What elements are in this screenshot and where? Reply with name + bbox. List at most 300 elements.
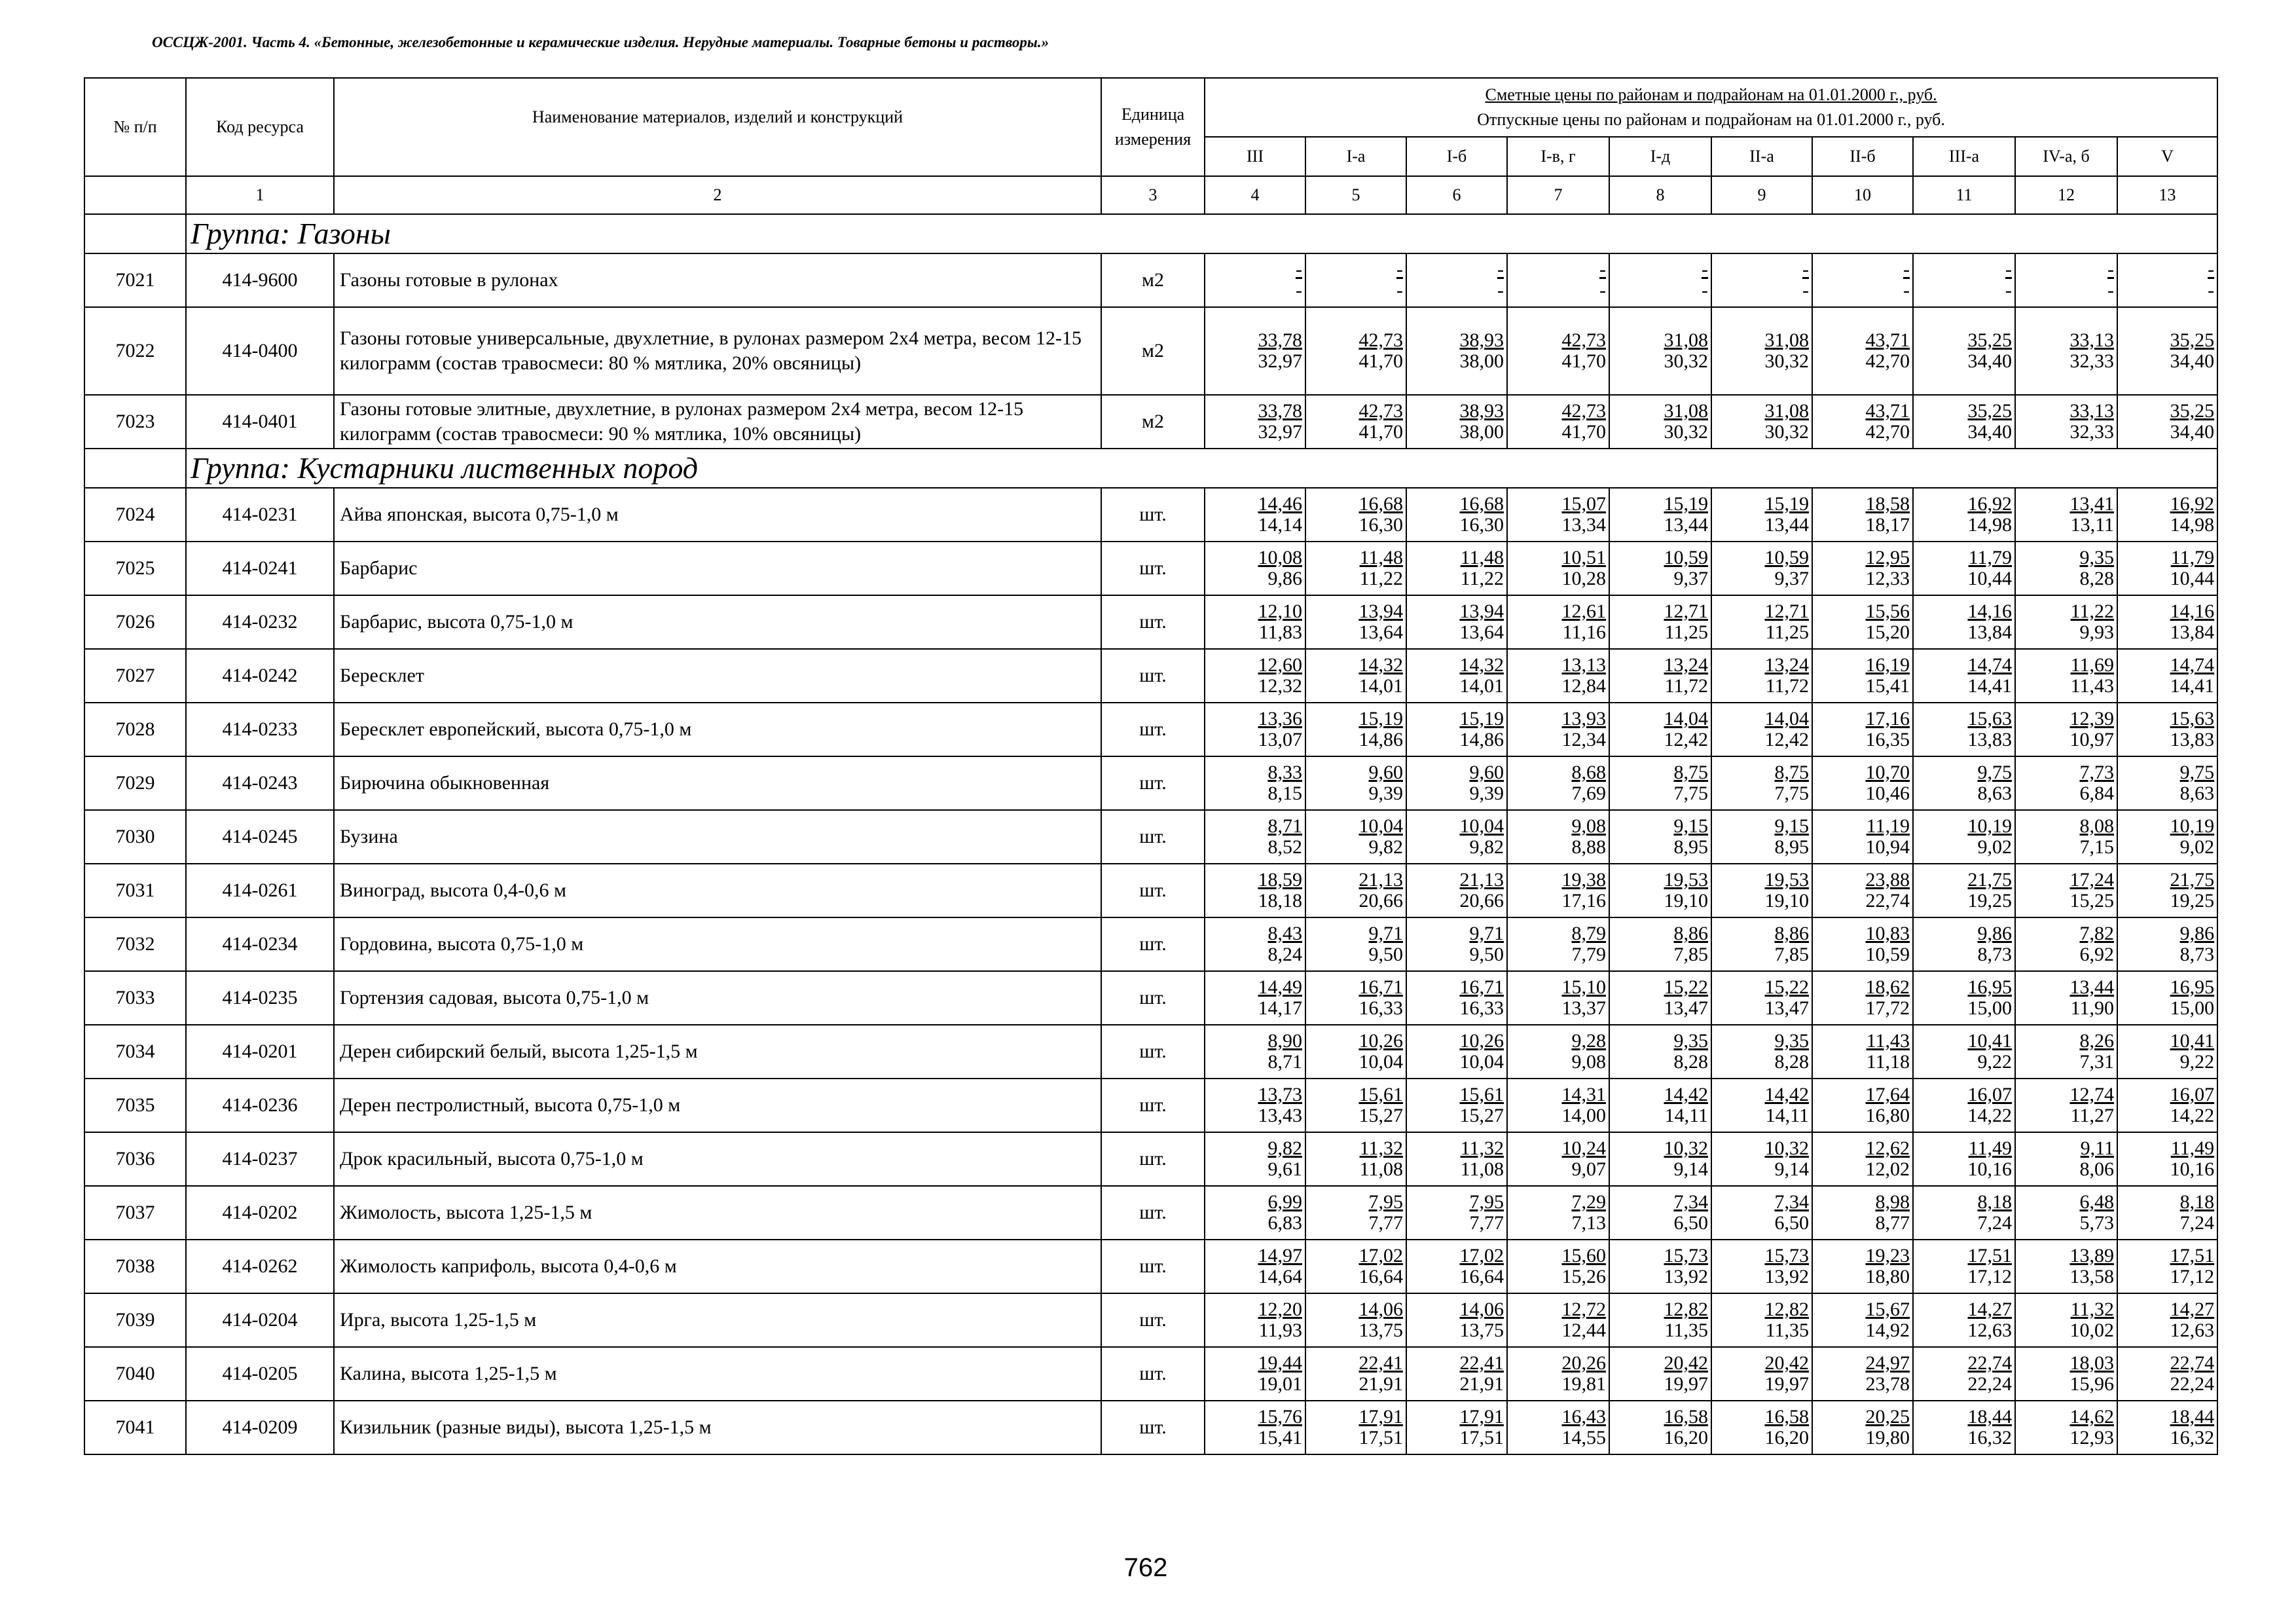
column-number: 9 <box>1711 176 1812 214</box>
group-row <box>84 214 2217 253</box>
price-cell <box>1913 542 2015 595</box>
price-cell <box>1205 703 1305 756</box>
estimate-price: 10,32 <box>1764 1137 1809 1159</box>
release-price: 12,32 <box>1258 675 1302 697</box>
price-cell <box>1406 595 1507 649</box>
release-price: 16,32 <box>1967 1427 2012 1449</box>
release-price: 8,28 <box>1673 1051 1708 1073</box>
estimate-price: 15,10 <box>1561 976 1606 998</box>
price-cell <box>1913 703 2015 756</box>
release-price: - <box>1599 280 1606 301</box>
estimate-price: 13,13 <box>1561 654 1606 676</box>
estimate-price: 9,60 <box>1469 762 1504 783</box>
header-region: II-б <box>1812 137 1913 176</box>
estimate-price: 9,71 <box>1368 923 1403 944</box>
row-num: 7029 <box>84 756 186 810</box>
estimate-price: 14,74 <box>2170 654 2215 676</box>
price-cell <box>1507 971 1609 1025</box>
release-price: 10,16 <box>1967 1158 2012 1180</box>
price-cell <box>1913 1025 2015 1079</box>
estimate-price: 13,73 <box>1258 1084 1302 1105</box>
price-cell <box>2015 810 2117 864</box>
release-price: 7,24 <box>2179 1212 2215 1234</box>
estimate-price: 14,32 <box>1358 654 1403 676</box>
estimate-price: 19,44 <box>1258 1352 1302 1374</box>
price-cell <box>2015 1293 2117 1347</box>
release-price: 7,13 <box>1571 1212 1606 1234</box>
release-price: 13,11 <box>2070 514 2114 536</box>
release-price: 11,16 <box>1562 621 1606 643</box>
price-cell <box>1609 810 1711 864</box>
estimate-price: 22,74 <box>2170 1352 2215 1374</box>
release-price: 17,51 <box>1358 1427 1403 1449</box>
release-price: 15,41 <box>1258 1427 1302 1449</box>
price-cell <box>1205 917 1305 971</box>
release-price: 14,41 <box>2170 675 2215 697</box>
release-price: 15,00 <box>2170 997 2215 1019</box>
release-price: 14,98 <box>1967 514 2012 536</box>
price-cell <box>1305 307 1406 395</box>
release-price: 11,83 <box>1258 621 1302 643</box>
release-price: 19,80 <box>1865 1427 1910 1449</box>
price-cell <box>1406 542 1507 595</box>
release-price: 13,64 <box>1358 621 1403 643</box>
release-price: 20,66 <box>1459 890 1504 912</box>
estimate-price: 18,44 <box>2170 1406 2215 1428</box>
release-price: 21,91 <box>1358 1373 1403 1395</box>
estimate-price: 35,25 <box>2170 329 2215 351</box>
price-cell <box>2015 542 2117 595</box>
price-cell <box>2117 971 2217 1025</box>
release-price: 15,96 <box>2069 1373 2114 1395</box>
release-price: 8,63 <box>2179 783 2215 804</box>
estimate-price: 8,90 <box>1267 1030 1302 1052</box>
price-cell <box>1406 1079 1507 1132</box>
estimate-price: - <box>1903 259 1910 280</box>
release-price: - <box>1903 280 1910 301</box>
table-row <box>84 542 2217 595</box>
price-cell <box>1305 971 1406 1025</box>
estimate-price: 16,68 <box>1358 493 1403 515</box>
estimate-price: 12,71 <box>1664 600 1708 622</box>
release-price: 9,14 <box>1774 1158 1809 1180</box>
release-price: 8,95 <box>1774 836 1809 858</box>
price-cell <box>1205 649 1305 703</box>
estimate-price: 14,42 <box>1664 1084 1708 1105</box>
release-price: 13,37 <box>1561 997 1606 1019</box>
release-price: 14,11 <box>1765 1105 1809 1126</box>
release-price: 18,18 <box>1258 890 1302 912</box>
estimate-price: 33,13 <box>2069 400 2114 422</box>
release-price: 41,70 <box>1358 421 1403 443</box>
estimate-price: 9,35 <box>1673 1030 1708 1052</box>
price-cell <box>1406 1025 1507 1079</box>
estimate-price: 15,61 <box>1459 1084 1504 1105</box>
row-num: 7038 <box>84 1240 186 1293</box>
release-price: 8,88 <box>1571 836 1606 858</box>
estimate-price: 17,64 <box>1865 1084 1910 1105</box>
estimate-price: 8,79 <box>1571 923 1606 944</box>
estimate-price: 31,08 <box>1764 400 1809 422</box>
release-price: 8,73 <box>1977 944 2012 965</box>
release-price: 8,63 <box>1977 783 2012 804</box>
release-price: - <box>1396 280 1403 301</box>
price-cell <box>2117 1347 2217 1401</box>
estimate-price: 10,41 <box>2170 1030 2215 1052</box>
price-cell <box>1205 307 1305 395</box>
estimate-price: 19,23 <box>1865 1245 1910 1266</box>
price-cell <box>1711 756 1812 810</box>
estimate-price: 13,94 <box>1358 600 1403 622</box>
price-cell <box>1812 1186 1913 1240</box>
estimate-price: - <box>1702 259 1708 280</box>
price-cell <box>1406 1240 1507 1293</box>
release-price: 19,01 <box>1258 1373 1302 1395</box>
estimate-price: 14,16 <box>1967 600 2012 622</box>
estimate-price: 14,16 <box>2170 600 2215 622</box>
table-row <box>84 1025 2217 1079</box>
price-cell <box>1913 395 2015 449</box>
price-cell <box>1406 756 1507 810</box>
resource-code: 414-0233 <box>186 703 334 756</box>
table-row <box>84 971 2217 1025</box>
estimate-price: 10,19 <box>2170 815 2215 837</box>
price-cell <box>1609 1240 1711 1293</box>
estimate-price: - <box>2107 259 2114 280</box>
release-price: 6,50 <box>1673 1212 1708 1234</box>
price-cell <box>1812 971 1913 1025</box>
resource-code: 414-0245 <box>186 810 334 864</box>
table-row <box>84 917 2217 971</box>
estimate-price: 18,58 <box>1865 493 1910 515</box>
price-cell <box>1507 810 1609 864</box>
group-empty-cell <box>84 214 186 253</box>
release-price: - <box>1497 280 1504 301</box>
estimate-price: 11,32 <box>1359 1137 1403 1159</box>
price-cell <box>1913 1347 2015 1401</box>
material-name: Кизильник (разные виды), высота 1,25-1,5 м <box>334 1401 1101 1454</box>
estimate-price: 21,75 <box>1967 869 2012 891</box>
estimate-price: 35,25 <box>1967 400 2012 422</box>
estimate-price: 15,07 <box>1561 493 1606 515</box>
estimate-price: 10,59 <box>1764 547 1809 568</box>
estimate-price: 10,51 <box>1561 547 1606 568</box>
table-row <box>84 1079 2217 1132</box>
release-price: 13,92 <box>1664 1266 1708 1287</box>
table-row <box>84 1240 2217 1293</box>
release-price: 7,69 <box>1571 783 1606 804</box>
price-cell <box>1205 971 1305 1025</box>
estimate-price: 14,49 <box>1258 976 1302 998</box>
price-cell <box>2117 253 2217 307</box>
estimate-price: 13,36 <box>1258 708 1302 729</box>
price-cell <box>1406 307 1507 395</box>
price-cell <box>1609 971 1711 1025</box>
price-cell <box>1711 253 1812 307</box>
price-cell <box>1711 1293 1812 1347</box>
column-number: 7 <box>1507 176 1609 214</box>
release-price: 8,77 <box>1875 1212 1910 1234</box>
unit: шт. <box>1101 703 1205 756</box>
release-price: 32,97 <box>1258 421 1302 443</box>
table-row <box>84 1186 2217 1240</box>
release-price: 10,46 <box>1865 783 1910 804</box>
price-cell <box>1711 1186 1812 1240</box>
price-cell <box>2117 1401 2217 1454</box>
price-cell <box>1913 1132 2015 1186</box>
estimate-price: 22,74 <box>1967 1352 2012 1374</box>
price-cell <box>1609 917 1711 971</box>
price-cell <box>1305 649 1406 703</box>
price-cell <box>2015 1079 2117 1132</box>
price-cell <box>1507 1025 1609 1079</box>
release-price: 13,07 <box>1258 729 1302 750</box>
group-title: Группа: Газоны <box>186 214 2217 253</box>
release-price: 13,83 <box>1967 729 2012 750</box>
price-cell <box>1507 703 1609 756</box>
price-cell <box>1507 542 1609 595</box>
estimate-price: 11,43 <box>1866 1030 1910 1052</box>
resource-code: 414-0202 <box>186 1186 334 1240</box>
estimate-price: 12,95 <box>1865 547 1910 568</box>
table-row <box>84 703 2217 756</box>
unit: шт. <box>1101 864 1205 917</box>
estimate-price: 14,06 <box>1459 1299 1504 1320</box>
price-cell <box>1205 253 1305 307</box>
estimate-price: 17,51 <box>2170 1245 2215 1266</box>
material-name: Айва японская, высота 0,75-1,0 м <box>334 488 1101 542</box>
estimate-price: 9,75 <box>1977 762 2012 783</box>
release-price: 32,97 <box>1258 350 1302 372</box>
release-price: 9,08 <box>1571 1051 1606 1073</box>
price-cell <box>2117 1293 2217 1347</box>
column-number: 8 <box>1609 176 1711 214</box>
estimate-price: 13,93 <box>1561 708 1606 729</box>
price-cell <box>1406 1401 1507 1454</box>
release-price: 5,73 <box>2079 1212 2114 1234</box>
resource-code: 414-0237 <box>186 1132 334 1186</box>
estimate-price: - <box>1396 259 1403 280</box>
unit: шт. <box>1101 917 1205 971</box>
estimate-price: 13,44 <box>2069 976 2114 998</box>
release-price: 34,40 <box>1967 421 2012 443</box>
price-cell <box>1205 864 1305 917</box>
release-price: 14,86 <box>1358 729 1403 750</box>
release-price: 9,50 <box>1469 944 1504 965</box>
estimate-price: 10,24 <box>1561 1137 1606 1159</box>
release-price: 15,27 <box>1358 1105 1403 1126</box>
estimate-price: 7,95 <box>1469 1191 1504 1213</box>
estimate-price: 12,61 <box>1561 600 1606 622</box>
price-cell <box>1812 1079 1913 1132</box>
price-cell <box>2015 253 2117 307</box>
estimate-price: 16,43 <box>1561 1406 1606 1428</box>
estimate-price: 14,04 <box>1664 708 1708 729</box>
release-price: 9,93 <box>2079 621 2114 643</box>
release-price: 14,22 <box>1967 1105 2012 1126</box>
estimate-price: - <box>1497 259 1504 280</box>
estimate-price: 8,71 <box>1267 815 1302 837</box>
estimate-price: 12,74 <box>2069 1084 2114 1105</box>
header-code: Код ресурса <box>186 78 334 176</box>
estimate-price: 24,97 <box>1865 1352 1910 1374</box>
price-cell <box>1406 649 1507 703</box>
price-cell <box>1507 395 1609 449</box>
material-name: Барбарис, высота 0,75-1,0 м <box>334 595 1101 649</box>
price-cell <box>1711 1240 1812 1293</box>
estimate-price: 42,73 <box>1561 400 1606 422</box>
header-region: III <box>1205 137 1305 176</box>
release-price: 19,25 <box>1967 890 2012 912</box>
price-cell <box>1507 1132 1609 1186</box>
release-price: 17,16 <box>1561 890 1606 912</box>
release-price: 11,27 <box>2070 1105 2114 1126</box>
header-region: V <box>2117 137 2217 176</box>
release-price: 13,47 <box>1764 997 1809 1019</box>
estimate-price: 38,93 <box>1459 329 1504 351</box>
resource-code: 414-0204 <box>186 1293 334 1347</box>
release-price: 7,77 <box>1368 1212 1403 1234</box>
price-cell <box>1609 1293 1711 1347</box>
price-cell <box>1812 703 1913 756</box>
price-cell <box>2015 1347 2117 1401</box>
price-cell <box>1711 1025 1812 1079</box>
resource-code: 414-0262 <box>186 1240 334 1293</box>
release-price: 7,31 <box>2079 1051 2114 1073</box>
release-price: - <box>2005 280 2012 301</box>
unit: м2 <box>1101 253 1205 307</box>
release-price: 11,25 <box>1765 621 1809 643</box>
estimate-price: 7,73 <box>2079 762 2114 783</box>
price-cell <box>1711 595 1812 649</box>
release-price: 32,33 <box>2069 421 2114 443</box>
estimate-price: 20,26 <box>1561 1352 1606 1374</box>
estimate-price: 15,60 <box>1561 1245 1606 1266</box>
estimate-price: 15,22 <box>1664 976 1708 998</box>
price-cell <box>1711 649 1812 703</box>
price-cell <box>2015 971 2117 1025</box>
unit: шт. <box>1101 649 1205 703</box>
release-price: - <box>1296 280 1302 301</box>
price-cell <box>1711 1132 1812 1186</box>
release-price: 12,44 <box>1561 1320 1606 1341</box>
release-price: 14,64 <box>1258 1266 1302 1287</box>
release-price: 14,98 <box>2170 514 2215 536</box>
estimate-price: 8,86 <box>1673 923 1708 944</box>
price-cell <box>1812 1401 1913 1454</box>
release-price: 8,15 <box>1267 783 1302 804</box>
estimate-price: 11,48 <box>1460 547 1504 568</box>
price-cell <box>1913 864 2015 917</box>
price-cell <box>1913 756 2015 810</box>
price-cell <box>1205 1401 1305 1454</box>
release-price: 8,28 <box>1774 1051 1809 1073</box>
release-price: 30,32 <box>1764 350 1809 372</box>
release-price: 8,28 <box>2079 568 2114 589</box>
estimate-price: 15,56 <box>1865 600 1910 622</box>
release-price: 16,33 <box>1459 997 1504 1019</box>
estimate-price: 15,73 <box>1664 1245 1708 1266</box>
price-cell <box>1609 756 1711 810</box>
unit: шт. <box>1101 488 1205 542</box>
table-row <box>84 1401 2217 1454</box>
column-number: 4 <box>1205 176 1305 214</box>
row-num: 7022 <box>84 307 186 395</box>
unit: шт. <box>1101 1293 1205 1347</box>
price-cell <box>1507 253 1609 307</box>
release-price: 16,64 <box>1459 1266 1504 1287</box>
resource-code: 414-0235 <box>186 971 334 1025</box>
price-cell <box>1205 395 1305 449</box>
price-cell <box>1507 488 1609 542</box>
release-price: 34,40 <box>2170 421 2215 443</box>
estimate-price: 13,41 <box>2069 493 2114 515</box>
release-price: 13,47 <box>1664 997 1708 1019</box>
release-price: 12,93 <box>2069 1427 2114 1449</box>
estimate-price: 14,46 <box>1258 493 1302 515</box>
price-cell <box>1812 488 1913 542</box>
release-price: 14,55 <box>1561 1427 1606 1449</box>
header-unit: Единица измерения <box>1101 78 1205 176</box>
estimate-price: 15,22 <box>1764 976 1809 998</box>
estimate-price: 33,78 <box>1258 400 1302 422</box>
price-cell <box>1205 1132 1305 1186</box>
row-num: 7041 <box>84 1401 186 1454</box>
material-name: Калина, высота 1,25-1,5 м <box>334 1347 1101 1401</box>
price-cell <box>2117 810 2217 864</box>
price-cell <box>2117 1079 2217 1132</box>
release-price: 10,94 <box>1865 836 1910 858</box>
price-cell <box>2117 649 2217 703</box>
resource-code: 414-0201 <box>186 1025 334 1079</box>
release-price: 11,90 <box>2070 997 2114 1019</box>
group-empty-cell <box>84 449 186 488</box>
release-price: 11,93 <box>1258 1320 1302 1341</box>
estimate-price: 11,22 <box>2070 600 2114 622</box>
price-cell <box>1406 1347 1507 1401</box>
release-price: 9,61 <box>1267 1158 1302 1180</box>
table-row <box>84 1347 2217 1401</box>
release-price: 12,63 <box>2170 1320 2215 1341</box>
price-cell <box>2015 1240 2117 1293</box>
price-cell <box>1913 1401 2015 1454</box>
estimate-price: 10,26 <box>1358 1030 1403 1052</box>
release-price: 11,08 <box>1460 1158 1504 1180</box>
price-cell <box>1913 1186 2015 1240</box>
release-price: 9,22 <box>1977 1051 2012 1073</box>
release-price: 10,44 <box>1967 568 2012 589</box>
release-price: 6,83 <box>1267 1212 1302 1234</box>
estimate-price: 43,71 <box>1865 400 1910 422</box>
price-cell <box>1913 810 2015 864</box>
unit: м2 <box>1101 307 1205 395</box>
estimate-price: 20,42 <box>1664 1352 1708 1374</box>
price-cell <box>1913 917 2015 971</box>
release-price: 16,80 <box>1865 1105 1910 1126</box>
table-row <box>84 1293 2217 1347</box>
material-name: Бересклет европейский, высота 0,75-1,0 м <box>334 703 1101 756</box>
release-price: 32,33 <box>2069 350 2114 372</box>
price-cell <box>1205 595 1305 649</box>
price-cell <box>1609 488 1711 542</box>
header-region: III-а <box>1913 137 2015 176</box>
release-price: 10,04 <box>1459 1051 1504 1073</box>
column-number: 6 <box>1406 176 1507 214</box>
release-price: 19,10 <box>1764 890 1809 912</box>
price-cell <box>1711 917 1812 971</box>
price-cell <box>1711 1079 1812 1132</box>
release-price: 7,15 <box>2079 836 2114 858</box>
